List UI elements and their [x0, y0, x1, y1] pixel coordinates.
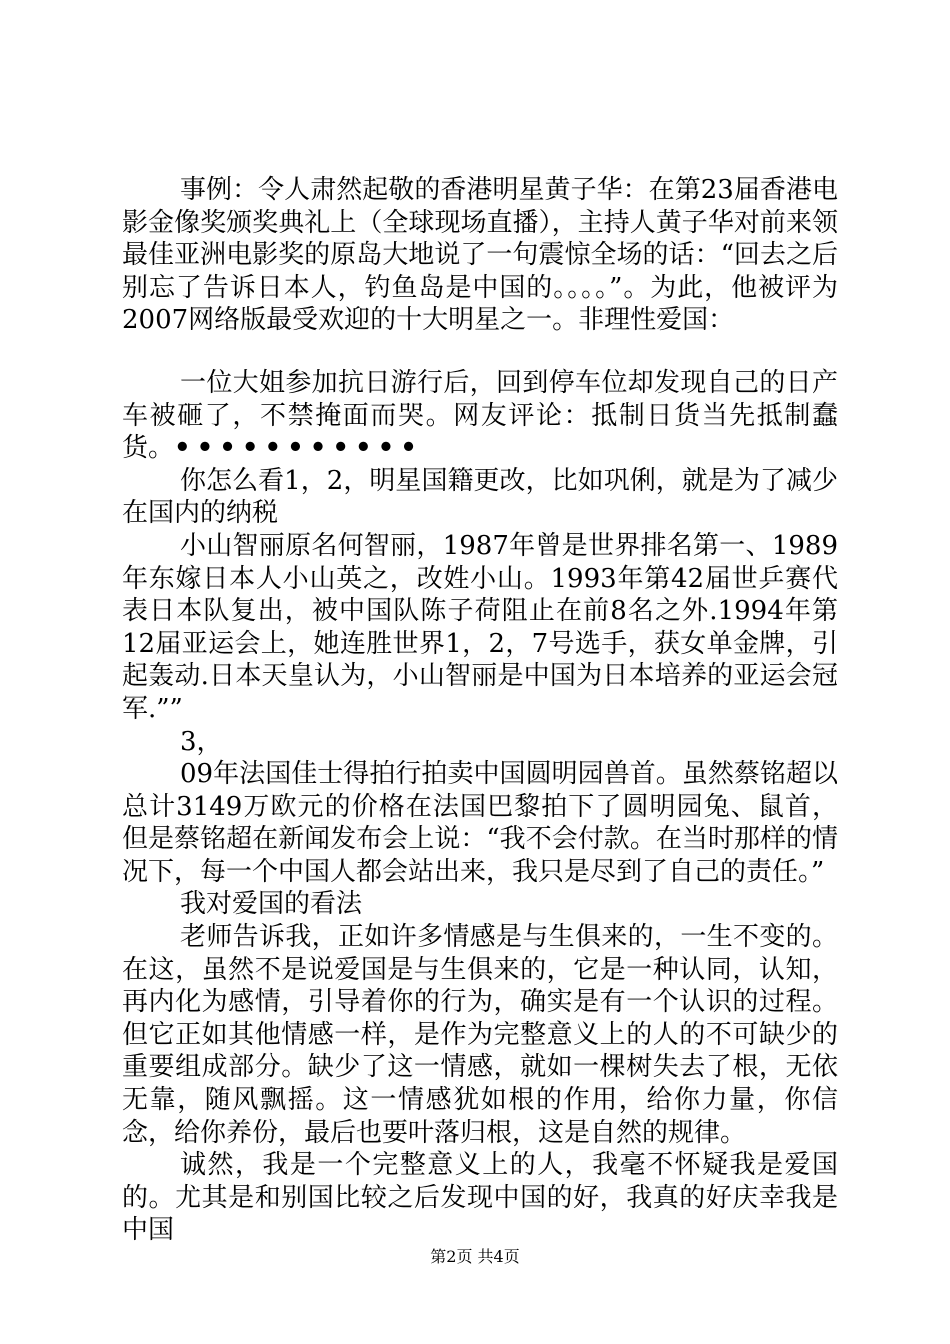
paragraph-nationality: 你怎么看1，2，明星国籍更改，比如巩俐，就是为了减少在国内的纳税: [122, 465, 838, 529]
paragraph-example-wong: 事例：令人肃然起敬的香港明星黄子华：在第23届香港电影金像奖颁奖典礼上（全球现场直播），主持人黄子华对前来领最佳亚洲电影奖的原岛大地说了一句震惊全场的话：“回去之后别忘了告诉日本人，钓鱼岛是中国的。。。。”。为此，他被评为2007网络版最受欢迎的十大明星之一。非理性爱国：: [122, 175, 838, 336]
paragraph-number-three: 3，: [180, 726, 223, 757]
ellipsis-dots: •••••••••••: [174, 433, 423, 464]
paragraph-koyama: 小山智丽原名何智丽，1987年曾是世界排名第一、1989年东嫁日本人小山英之，改姓小山。1993年第42届世乒赛代表日本队复出，被中国队陈子荷阻止在前8名之外.1994年第12届亚运会上，她连胜世界1，2，7号选手，获女单金牌，引起轰动.日本天皇认为，小山智丽是中国为日本培养的亚运会冠军.””: [122, 530, 838, 724]
paragraph-car-smashed: [122, 367, 838, 465]
section-heading: 我对爱国的看法: [180, 889, 363, 920]
paragraph-car-smashed-text: 一位大姐参加抗日游行后，回到停车位却发现自己的日产车被砸了，不禁掩面而哭。网友评论：抵制日货当先抵制蠢货。: [122, 367, 838, 464]
document-body: [122, 174, 838, 1247]
paragraph-teacher: 老师告诉我，正如许多情感是与生俱来的，一生不变的。在这，虽然不是说爱国是与生俱来的，它是一种认同，认知，再内化为感情，引导着你的行为，确实是有一个认识的过程。但它正如其他情感一样，是作为完整意义上的人的不可缺少的重要组成部分。缺少了这一情感，就如一棵树失去了根，无依无靠，随风飘摇。这一情感犹如根的作用，给你力量，你信念，给你养份，最后也要叶落归根，这是自然的规律。: [122, 922, 838, 1148]
paragraph-conclusion: 诚然，我是一个完整意义上的人，我毫不怀疑我是爱国的。尤其是和别国比较之后发现中国的好，我真的好庆幸我是中国: [122, 1150, 838, 1246]
page-footer: 第2页 共4页: [430, 1247, 520, 1266]
paragraph-christies: 09年法国佳士得拍行拍卖中国圆明园兽首。虽然蔡铭超以总计3149万欧元的价格在法国巴黎拍下了圆明园兔、鼠首，但是蔡铭超在新闻发布会上说：“我不会付款。在当时那样的情况下，每一个中国人都会站出来，我只是尽到了自己的责任。”: [122, 759, 838, 887]
